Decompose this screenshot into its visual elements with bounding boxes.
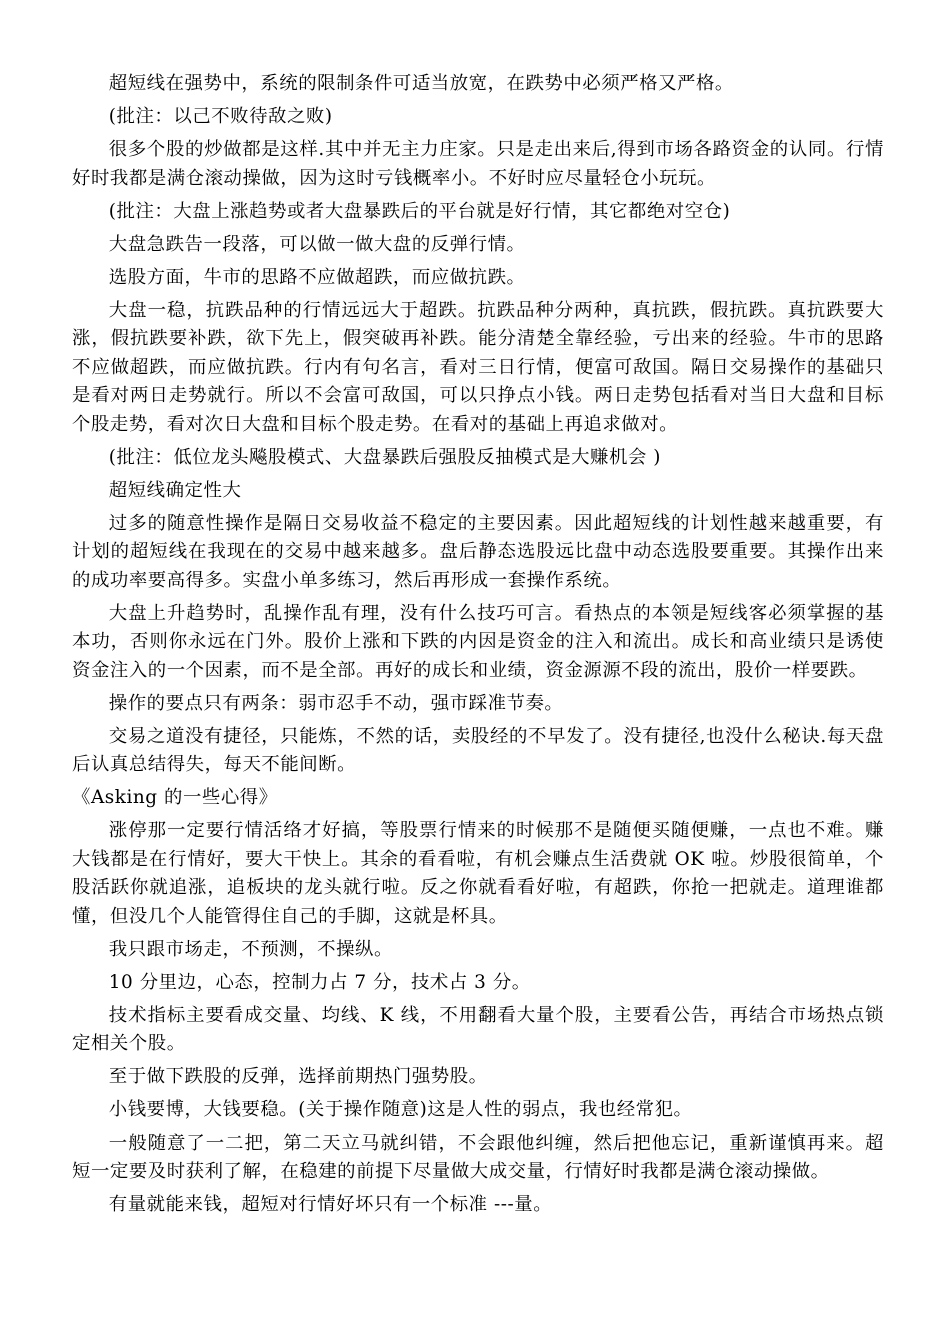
paragraph: 选股方面，牛市的思路不应做超跌，而应做抗跌。 [108, 266, 526, 288]
paragraph: 技术指标主要看成交量、均线、K 线，不用翻看大量个股，主要看公告，再结合市场热点锁定相关个股。 [72, 1004, 884, 1055]
paragraph: 大盘一稳，抗跌品种的行情远远大于超跌。抗跌品种分两种，真抗跌，假抗跌。真抗跌要大涨，假抗跌要补跌，欲下先上，假突破再补跌。能分清楚全靠经验，亏出来的经验。牛市的思路不应做超跌，而应做抗跌。行内有句名言，看对三日行情，便富可敌国。隔日交易操作的基础只是看对两日走势就行。所以不会富可敌国，可以只挣点小钱。两日走势包括看对当日大盘和目标个股走势，看对次日大盘和目标个股走势。在看对的基础上再追求做对。 [72, 299, 884, 435]
paragraph: 大盘上升趋势时，乱操作乱有理，没有什么技巧可言。看热点的本领是短线客必须掌握的基本功，否则你永远在门外。股价上涨和下跌的内因是资金的注入和流出。成长和高业绩只是诱使资金注入的一个因素，而不是全部。再好的成长和业绩，资金源源不段的流出，股价一样要跌。 [72, 602, 884, 681]
document-body [72, 70, 884, 1224]
paragraph: 操作的要点只有两条：弱市忍手不动，强市踩准节奏。 [108, 692, 564, 714]
paragraph: 一般随意了一二把，第二天立马就纠错，不会跟他纠缠，然后把他忘记，重新谨慎再来。超短一定要及时获利了解，在稳建的前提下尽量做大成交量，行情好时我都是满仓滚动操做。 [72, 1132, 884, 1182]
section-heading: 超短线确定性大 [108, 479, 242, 501]
annotation-note: (批注：低位龙头飚股模式、大盘暴跌后强股反抽模式是大赚机会 ) [108, 446, 661, 468]
paragraph: 10 分里边，心态，控制力占 7 分，技术占 3 分。 [108, 971, 531, 993]
paragraph: 有量就能来钱，超短对行情好坏只有一个标准 ---量。 [108, 1194, 553, 1216]
paragraph: 至于做下跌股的反弹，选择前期热门强势股。 [108, 1066, 488, 1088]
paragraph: 涨停那一定要行情活络才好搞，等股票行情来的时候那不是随便买随便赚，一点也不难。赚大钱都是在行情好，要大干快上。其余的看看啦，有机会赚点生活费就 OK 啦。炒股很简单，个股活跃你就追涨，追板块的龙头就行啦。反之你就看看好啦，有超跌，你抢一把就走。道理谁都懂，但没几个人能管得住自己的手脚，这就是杯具。 [72, 820, 884, 927]
annotation-note: (批注：大盘上涨趋势或者大盘暴跌后的平台就是好行情，其它都绝对空仓) [108, 200, 731, 222]
section-title: 《Asking 的一些心得》 [72, 787, 278, 809]
paragraph: 很多个股的炒做都是这样.其中并无主力庄家。只是走出来后,得到市场各路资金的认同。行情好时我都是满仓滚动操做，因为这时亏钱概率小。不好时应尽量轻仓小玩玩。 [72, 139, 884, 189]
paragraph: 超短线在强势中，系统的限制条件可适当放宽，在跌势中必须严格又严格。 [108, 73, 734, 94]
annotation-note: (批注：以己不败待敌之败) [108, 106, 333, 128]
paragraph: 大盘急跌告一段落，可以做一做大盘的反弹行情。 [108, 233, 526, 255]
paragraph: 我只跟市场走，不预测，不操纵。 [108, 938, 393, 960]
paragraph: 小钱要博，大钱要稳。(关于操作随意)这是人性的弱点，我也经常犯。 [108, 1099, 693, 1121]
paragraph: 交易之道没有捷径，只能炼，不然的话，卖股经的不早发了。没有捷径,也没什么秘诀.每天盘后认真总结得失，每天不能间断。 [72, 725, 884, 776]
paragraph: 过多的随意性操作是隔日交易收益不稳定的主要因素。因此超短线的计划性越来越重要，有计划的超短线在我现在的交易中越来越多。盘后静态选股远比盘中动态选股要重要。其操作出来的成功率要高得多。实盘小单多练习，然后再形成一套操作系统。 [72, 512, 884, 591]
